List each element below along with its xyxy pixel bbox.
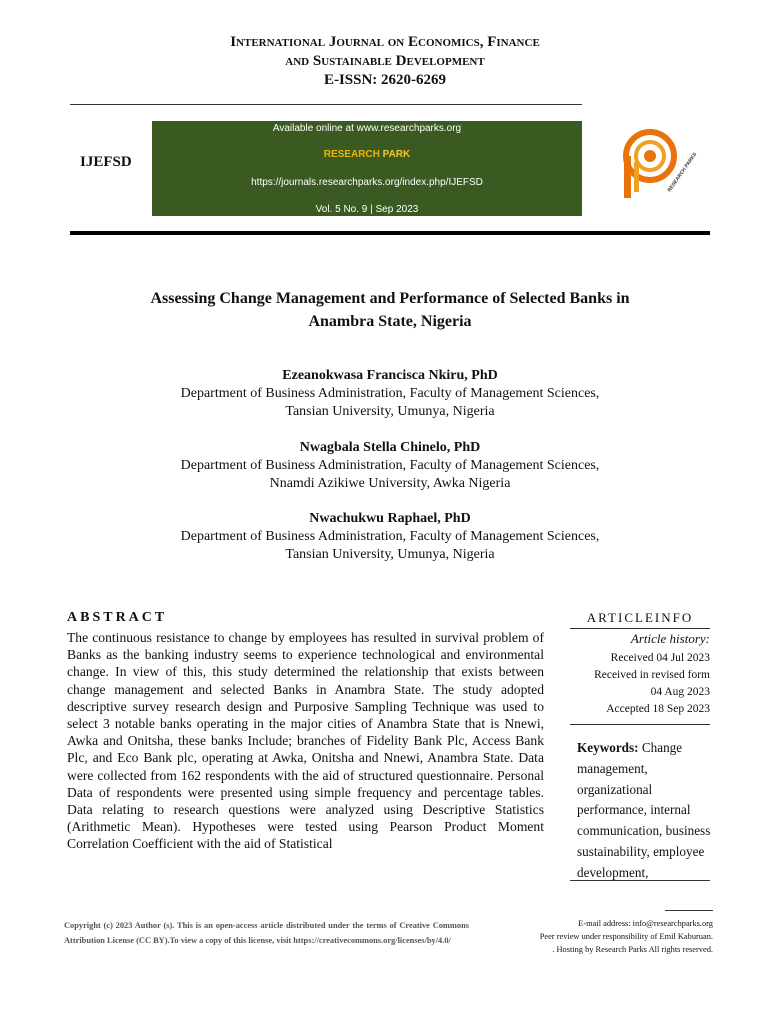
footnote-rule [665,910,713,911]
banner-volume: Vol. 5 No. 9 | Sep 2023 [315,204,419,215]
article-title-line1: Assessing Change Management and Performance of Selected Banks in [150,290,630,307]
author-affiliation: Department of Business Administration, Faculty of Management Sciences, [180,529,600,544]
keywords-label: Keywords: [577,740,639,755]
article-info-rule [570,724,710,725]
footnote [480,917,713,956]
banner-available: Available online at www.researchparks.org [272,123,462,134]
header-thick-rule [70,231,710,235]
author-block [70,510,710,564]
author-affiliation: Tansian University, Umunya, Nigeria [285,547,495,562]
article-info-heading: ARTICLEINFO [586,610,694,625]
journal-code: IJEFSD [80,154,132,170]
banner-brand-park: PARK [382,149,411,160]
article-history-dates [570,650,710,718]
author-affiliation: Nnamdi Azikiwe University, Awka Nigeria [269,476,511,491]
footnote-email: E-mail address: info@researchparks.org [578,919,713,928]
keywords-text: Change management, organizational performance, internal communication, business sustainability, employee development, [577,740,711,880]
article-history-label: Article history: [630,631,710,646]
accepted-date: Accepted 18 Sep 2023 [606,703,710,715]
journal-eissn: E-ISSN: 2620-6269 [323,72,447,88]
footnote-hosting: . Hosting by Research Parks All rights reserved. [552,945,713,954]
copyright-notice: Copyright (c) 2023 Author (s). This is an open-access article distributed under the terms of Creative Commons Attribution License (CC BY).To view a copy of this license, visit https://creativecommons.org/licenses/by/4.0/ [64,921,469,945]
journal-title [70,33,700,90]
header-rule [70,104,582,105]
article-info-rule [570,880,710,881]
banner-brand [152,149,582,160]
journal-title-line2: and Sustainable Development [285,53,485,69]
footnote-peer-review: Peer review under responsibility of Emil Kaburuan. [539,932,713,941]
research-parks-logo [612,122,699,202]
article-title [70,287,710,333]
author-name: Nwagbala Stella Chinelo, PhD [299,440,481,455]
revised-date: 04 Aug 2023 [650,686,710,698]
author-affiliation: Tansian University, Umunya, Nigeria [285,404,495,419]
abstract-text: The continuous resistance to change by employees has resulted in survival problem of Banks as the banking industry seems to experience technological and environmental change. In view of this, this study determined the relationship that exists between change management and selected Banks in Anambra State. The study adopted descriptive survey research design and Purposive Sampling Technique was used to select 3 notable banks operating in the major cities of Anambra State that is Nnewi, Awka and Onitsha, these banks Include; branches of Fidelity Bank Plc, Access Bank Plc, and Eco Bank plc, operating at Awka, Onitsha and Nnewi, Anambra State. Data were collected from 162 respondents with the aid of structured questionnaire. Personal Data of respondents were presented using simple frequency and percentage tables. Data relating to research questions were analyzed using Descriptive Statistics (Arithmetic Mean). Hypotheses were tested using Pearson Product Moment Correlation Coefficient with the aid of Statistical [67,630,544,852]
author-name: Nwachukwu Raphael, PhD [309,511,471,526]
journal-title-line1: International Journal on Economics, Finance [230,34,540,50]
author-affiliation: Department of Business Administration, Faculty of Management Sciences, [180,458,600,473]
banner-url[interactable]: https://journals.researchparks.org/index.php/IJEFSD [251,177,483,188]
author-name: Ezeanokwasa Francisca Nkiru, PhD [282,368,498,383]
abstract-heading: ABSTRACT [67,610,168,625]
keywords [577,738,712,884]
banner-brand-research: RESEARCH [323,149,383,160]
author-block [70,439,710,493]
received-date: Received 04 Jul 2023 [610,652,710,664]
journal-banner [152,121,582,216]
author-block [70,367,710,421]
logo-text: RESEARCH PARKS [666,151,699,194]
article-info-rule [570,628,710,629]
article-title-line2: Anambra State, Nigeria [308,313,472,330]
revised-label: Received in revised form [594,669,710,681]
author-affiliation: Department of Business Administration, Faculty of Management Sciences, [180,386,600,401]
